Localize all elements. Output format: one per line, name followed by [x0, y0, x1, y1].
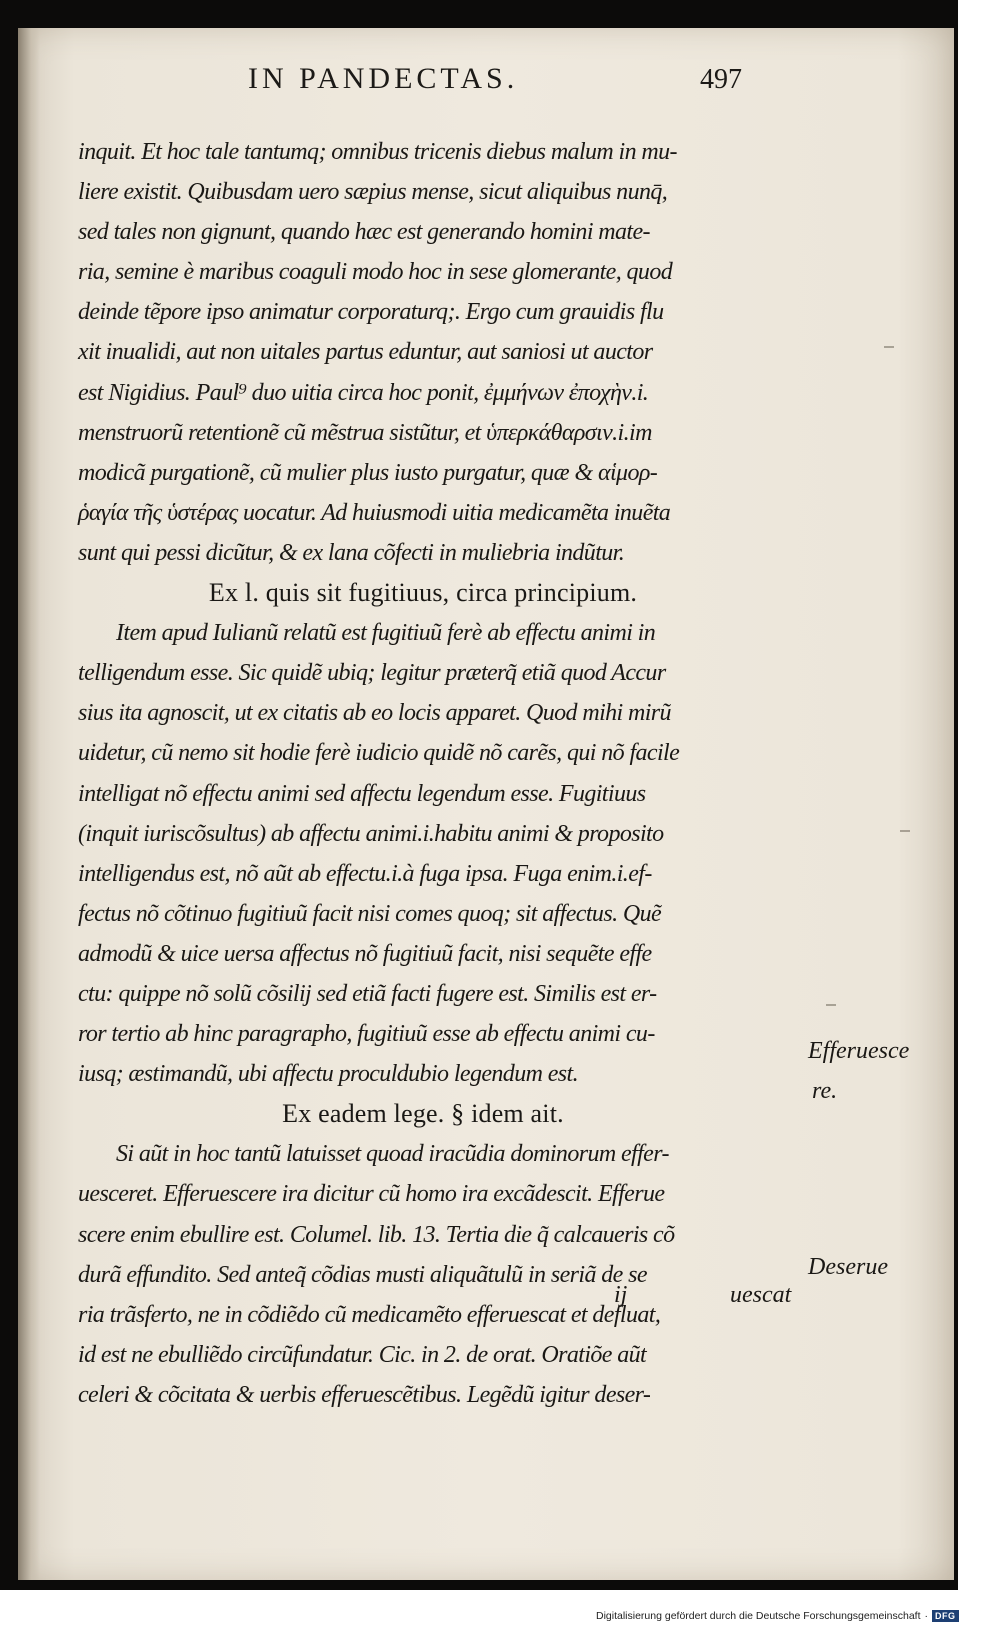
text-line: scere enim ebullire est. Columel. lib. 13. Tertia die q̃ calcaueris cõ [78, 1221, 675, 1248]
text-line: uesceret. Efferuescere ira dicitur cũ homo ira excãdescit. Efferue [78, 1181, 665, 1208]
text-line: sed tales non gignunt, quando hæc est generando homini mate- [78, 219, 650, 246]
text-line: ria trãsferto, ne in cõdiẽdo cũ medicamẽto efferuescat et defluat, [78, 1301, 661, 1328]
text-line: intelligendus est, nõ aũt ab effectu.i.à fuga ipsa. Fuga enim.i.ef- [78, 860, 652, 887]
section-heading: Ex eadem lege. § idem ait. [282, 1099, 564, 1129]
running-head: IN PANDECTAS. [248, 62, 519, 95]
margin-mark [826, 1004, 836, 1006]
text-line: celeri & cõcitata & uerbis efferuescẽtibus. Legẽdũ igitur deser- [78, 1381, 651, 1408]
page-gutter [18, 28, 40, 1580]
text-line: sius ita agnoscit, ut ex citatis ab eo locis apparet. Quod mihi mirũ [78, 700, 671, 727]
text-line: inquit. Et hoc tale tantumq; omnibus tricenis diebus malum in mu- [78, 139, 677, 165]
text-line: telligendum esse. Sic quidẽ ubiq; legitur præterq̃ etiã quod Accur [78, 660, 666, 687]
margin-note-efferuescere-2: re. [812, 1078, 838, 1104]
dfg-logo: DFG [932, 1610, 959, 1622]
text-line: Item apud Iulianũ relatũ est fugitiuũ ferè ab effectu animi in [116, 620, 656, 647]
text-line: menstruorũ retentionẽ cũ mẽstrua sistũtur, et ὑπερκάθαρσιν.i.im [78, 419, 652, 446]
margin-mark [884, 346, 894, 348]
text-line: fectus nõ cõtinuo fugitiuũ facit nisi comes quoq; sit affectus. Quẽ [78, 900, 662, 927]
text-line: id est ne ebulliẽdo circũfundatur. Cic. in 2. de orat. Oratiõe aũt [78, 1341, 647, 1368]
text-line: durã effundito. Sed anteq̃ cõdias musti aliquãtulũ in seriã de se [78, 1261, 647, 1288]
margin-note-efferuescere-1: Efferuesce [808, 1038, 910, 1064]
text-line: intelligat nõ effectu animi sed affectu legendum esse. Fugitiuus [78, 780, 646, 807]
page-number: 497 [700, 64, 742, 95]
text-line: xit inualidi, aut non uitales partus eduntur, aut saniosi ut auctor [78, 339, 653, 366]
text-line: ctu: quippe nõ solũ cõsilij sed etiã facti fugere est. Similis est er- [78, 980, 657, 1007]
signature-mark: ij [614, 1282, 628, 1308]
text-line: ror tertio ab hinc paragrapho, fugitiuũ esse ab effectu animi cu- [78, 1021, 655, 1048]
catchword: uescat [730, 1282, 792, 1308]
text-line: deinde tẽpore ipso animatur corporaturq;. Ergo cum grauidis flu [78, 299, 664, 326]
margin-note-deserue: Deserue [808, 1254, 888, 1280]
text-line: ria, semine è maribus coaguli modo hoc in sese glomerante, quod [78, 259, 673, 286]
text-line: Si aũt in hoc tantũ latuisset quoad iracũdia dominorum effer- [116, 1141, 669, 1168]
footer-text: Digitalisierung gefördert durch die Deutsche Forschungsgemeinschaft [596, 1610, 921, 1622]
main-text [78, 132, 768, 1415]
section-heading: Ex l. quis sit fugitiuus, circa principium. [208, 578, 638, 608]
text-line: sunt qui pessi dicũtur, & ex lana cõfecti in muliebria indũtur. [78, 539, 625, 566]
text-line: modicã purgationẽ, cũ mulier plus iusto purgatur, quæ & αἱμορ- [78, 459, 658, 486]
text-line: iusq; æstimandũ, ubi affectu proculdubio legendum est. [78, 1061, 578, 1088]
margin-mark [900, 830, 910, 832]
text-line: ῥαγία τῆς ὑστέρας uocatur. Ad huiusmodi uitia medicamẽta inuẽta [78, 499, 671, 526]
text-line: (inquit iuriscõsultus) ab affectu animi.i.habitu animi & proposito [78, 820, 664, 847]
text-line: uidetur, cũ nemo sit hodie ferè iudicio quidẽ nõ carẽs, qui nõ facile [78, 740, 680, 767]
text-line: est Nigidius. Paul⁹ duo uitia circa hoc ponit, ἐμμήνων ἐποχὴν.i. [78, 379, 649, 406]
footer-credit: Digitalisierung gefördert durch die Deutsche Forschungsgemeinschaft · DFG [596, 1606, 1000, 1626]
text-line: admodũ & uice uersa affectus nõ fugitiuũ facit, nisi sequẽte effe [78, 940, 652, 967]
text-line: liere existit. Quibusdam uero sæpius mense, sicut aliquibus nunq̄, [78, 179, 668, 206]
